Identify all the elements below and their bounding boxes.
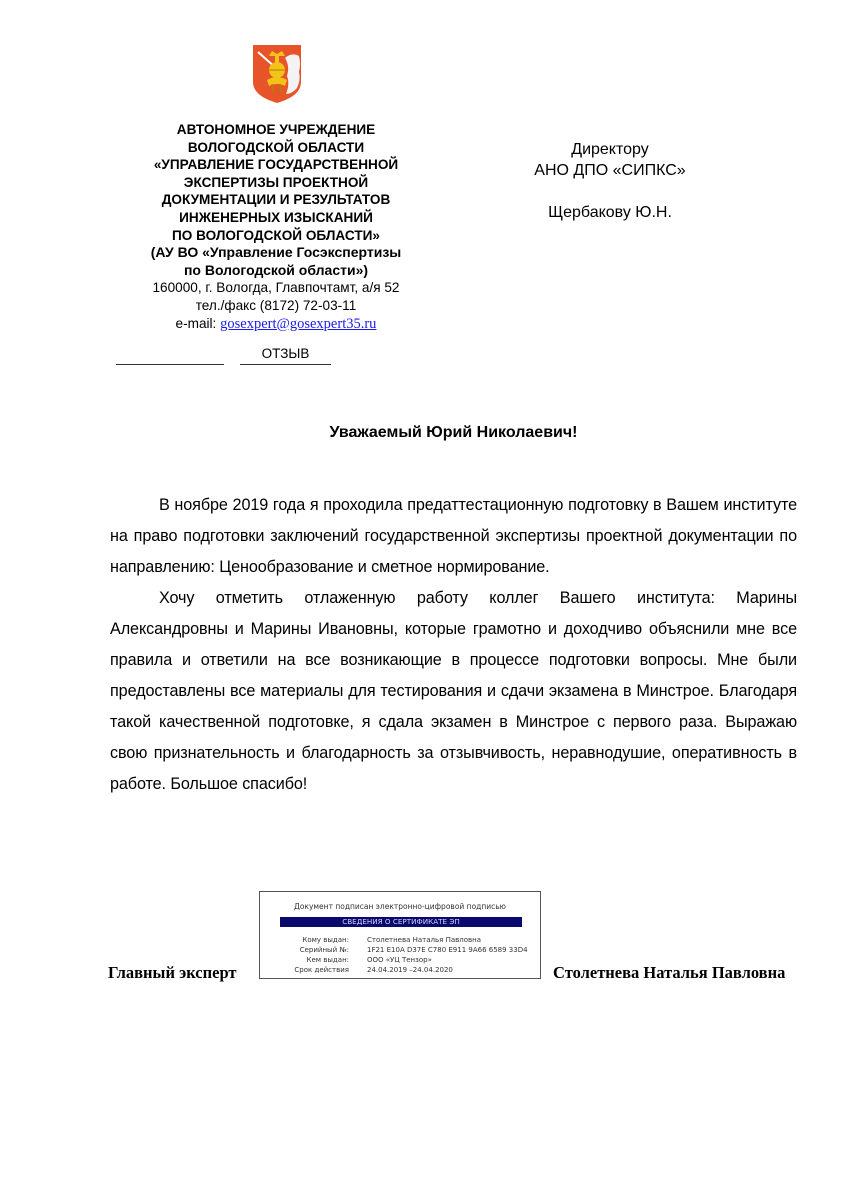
- org-address: 160000, г. Вологда, Главпочтамт, а/я 52: [152, 280, 400, 296]
- sender-organization-block: [106, 121, 446, 333]
- salutation: Уважаемый Юрий Николаевич!: [329, 424, 578, 441]
- addressee-organization: АНО ДПО «СИПКС»: [534, 162, 686, 179]
- org-name-line: ВОЛОГОДСКОЙ ОБЛАСТИ: [187, 139, 365, 155]
- stamp-row: [260, 945, 540, 955]
- stamp-heading: Документ подписан электронно-цифровой подписью: [293, 902, 506, 911]
- addressee-block: [510, 139, 710, 223]
- signer-position: Главный эксперт: [108, 963, 237, 982]
- stamp-row-key: Кому выдан:: [302, 936, 349, 944]
- org-name-line: ЭКСПЕРТИЗЫ ПРОЕКТНОЙ: [183, 174, 369, 190]
- org-name-line: ПО ВОЛОГОДСКОЙ ОБЛАСТИ»: [172, 227, 380, 243]
- coat-of-arms-icon: [252, 44, 302, 104]
- stamp-row: [260, 965, 540, 975]
- document-type-label: ОТЗЫВ: [261, 346, 310, 361]
- letter-body: [110, 490, 797, 800]
- org-name-line: «УПРАВЛЕНИЕ ГОСУДАРСТВЕННОЙ: [153, 157, 399, 173]
- org-name-line: ИНЖЕНЕРНЫХ ИЗЫСКАНИЙ: [179, 209, 373, 225]
- digital-signature-stamp: [259, 891, 541, 979]
- signer-name: Столетнева Наталья Павловна: [553, 963, 786, 982]
- email-label: e-mail:: [175, 315, 221, 331]
- stamp-certificate-bar: СВЕДЕНИЯ О СЕРТИФИКАТЕ ЭП: [280, 917, 522, 927]
- stamp-row-key: Серийный №:: [299, 946, 349, 954]
- org-name-line: ДОКУМЕНТАЦИИ И РЕЗУЛЬТАТОВ: [161, 192, 391, 208]
- org-abbreviation-line: по Вологодской области»): [183, 261, 369, 278]
- email-link[interactable]: gosexpert@gosexpert35.ru: [220, 315, 377, 332]
- stamp-row-key: Срок действия: [294, 966, 349, 974]
- addressee-position: Директору: [571, 141, 649, 158]
- addressee-name: Щербакову Ю.Н.: [548, 204, 672, 221]
- stamp-row: [260, 955, 540, 965]
- document-type-line: [240, 364, 331, 365]
- org-email-line: [106, 315, 446, 334]
- stamp-row: [260, 935, 540, 945]
- body-paragraph: В ноябре 2019 года я проходила предаттестационную подготовку в Вашем институте на право подготовки заключений государственной экспертизы проектной документации по направлению: Ценообразование и сметное нормирование.: [110, 496, 797, 576]
- stamp-row-value: 24.04.2019 –24.04.2020: [367, 966, 453, 974]
- body-paragraph: Хочу отметить отлаженную работу коллег Вашего института: Марины Александровны и Марины Ивановны, которые грамотно и доходчиво объяснили мне все правила и ответили на все возникающие в процессе подготовки вопросы. Мне были предоставлены все материалы для тестирования и сдачи экзамена в Минстрое. Благодаря такой качественной подготовке, я сдала экзамен в Минстрое с первого раза. Выражаю свою признательность и благодарность за отзывчивость, неравнодушие, оперативность в работе. Большое спасибо!: [110, 589, 797, 793]
- stamp-row-value: ООО «УЦ Тензор»: [367, 956, 432, 964]
- registration-number-line: [116, 364, 224, 365]
- stamp-row-value: Столетнева Наталья Павловна: [367, 936, 482, 944]
- stamp-row-key: Кем выдан:: [306, 956, 349, 964]
- stamp-row-value: 1F21 E10A D37E C780 E911 9A66 6589 33D4: [367, 946, 528, 954]
- org-name-line: АВТОНОМНОЕ УЧРЕЖДЕНИЕ: [176, 122, 376, 137]
- org-phone: тел./факс (8172) 72-03-11: [195, 297, 357, 313]
- org-abbreviation-line: (АУ ВО «Управление Госэкспертизы: [150, 244, 402, 261]
